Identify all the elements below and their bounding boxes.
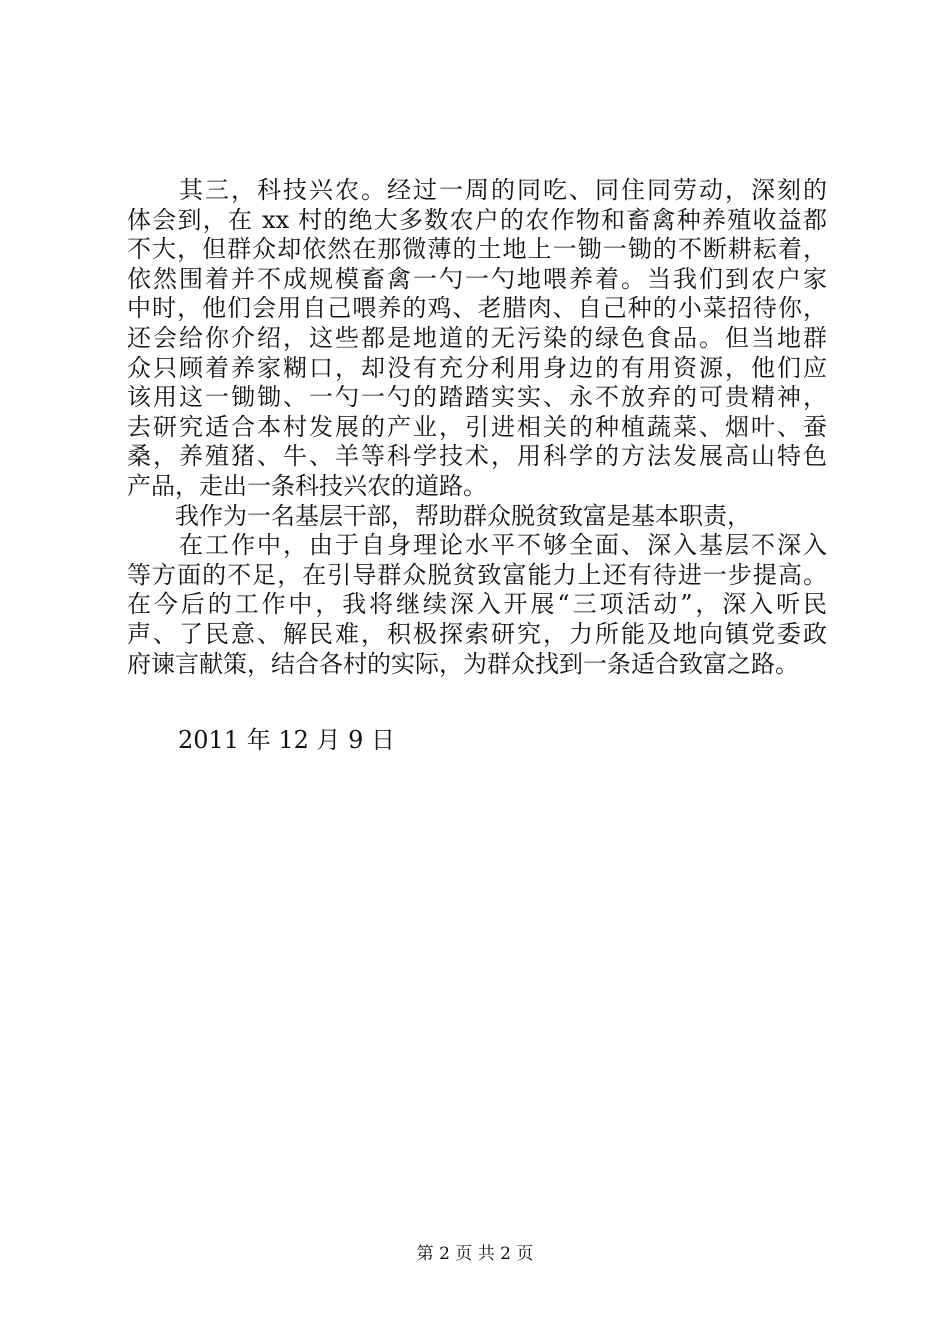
- text-line: 该用这一锄锄、一勺一勺的踏踏实实、永不放弃的可贵精神，: [127, 383, 827, 412]
- page-number-indicator: 第 2 页 共 2 页: [416, 1244, 534, 1264]
- text-line: 依然围着并不成规模畜禽一勺一勺地喂养着。当我们到农户家: [127, 264, 827, 293]
- text-line: 等方面的不足，在引导群众脱贫致富能力上还有待进一步提高。: [127, 560, 827, 589]
- text-line: 其三，科技兴农。经过一周的同吃、同住同劳动，深刻的: [127, 176, 827, 204]
- text-line: 还会给你介绍，这些都是地道的无污染的绿色食品。但当地群: [127, 323, 827, 352]
- paragraph-science-agriculture: [127, 176, 827, 502]
- text-line: 桑，养殖猪、牛、羊等科学技术，用科学的方法发展高山特色: [127, 442, 827, 471]
- text-line: 中时，他们会用自己喂养的鸡、老腊肉、自己种的小菜招待你，: [127, 294, 827, 323]
- document-date: 2011 年 12 月 9 日: [178, 726, 396, 754]
- text-line: 府谏言献策，结合各村的实际，为群众找到一条适合致富之路。: [127, 649, 799, 678]
- text-line: 产品，走出一条科技兴农的道路。: [127, 471, 487, 500]
- text-line: 我作为一名基层干部，帮助群众脱贫致富是基本职责，: [127, 501, 751, 530]
- page-footer: [0, 1242, 950, 1266]
- text-line: 在今后的工作中，我将继续深入开展“三项活动”，深入听民: [127, 590, 827, 619]
- text-line: 去研究适合本村发展的产业，引进相关的种植蔬菜、烟叶、蚕: [127, 412, 827, 441]
- text-line: 声、了民意、解民难，积极探索研究，力所能及地向镇党委政: [127, 619, 827, 648]
- text-line: 不大，但群众却依然在那微薄的土地上一锄一锄的不断耕耘着，: [127, 235, 827, 264]
- text-line: 众只顾着养家糊口，却没有充分利用身边的有用资源，他们应: [127, 353, 827, 382]
- text-line: 体会到，在 xx 村的绝大多数农户的农作物和畜禽种养殖收益都: [127, 205, 827, 234]
- paragraph-duty: [127, 502, 827, 532]
- text-line: 在工作中，由于自身理论水平不够全面、深入基层不深入: [127, 531, 827, 560]
- paragraph-work-plan: [127, 531, 827, 679]
- body-text: [127, 176, 827, 679]
